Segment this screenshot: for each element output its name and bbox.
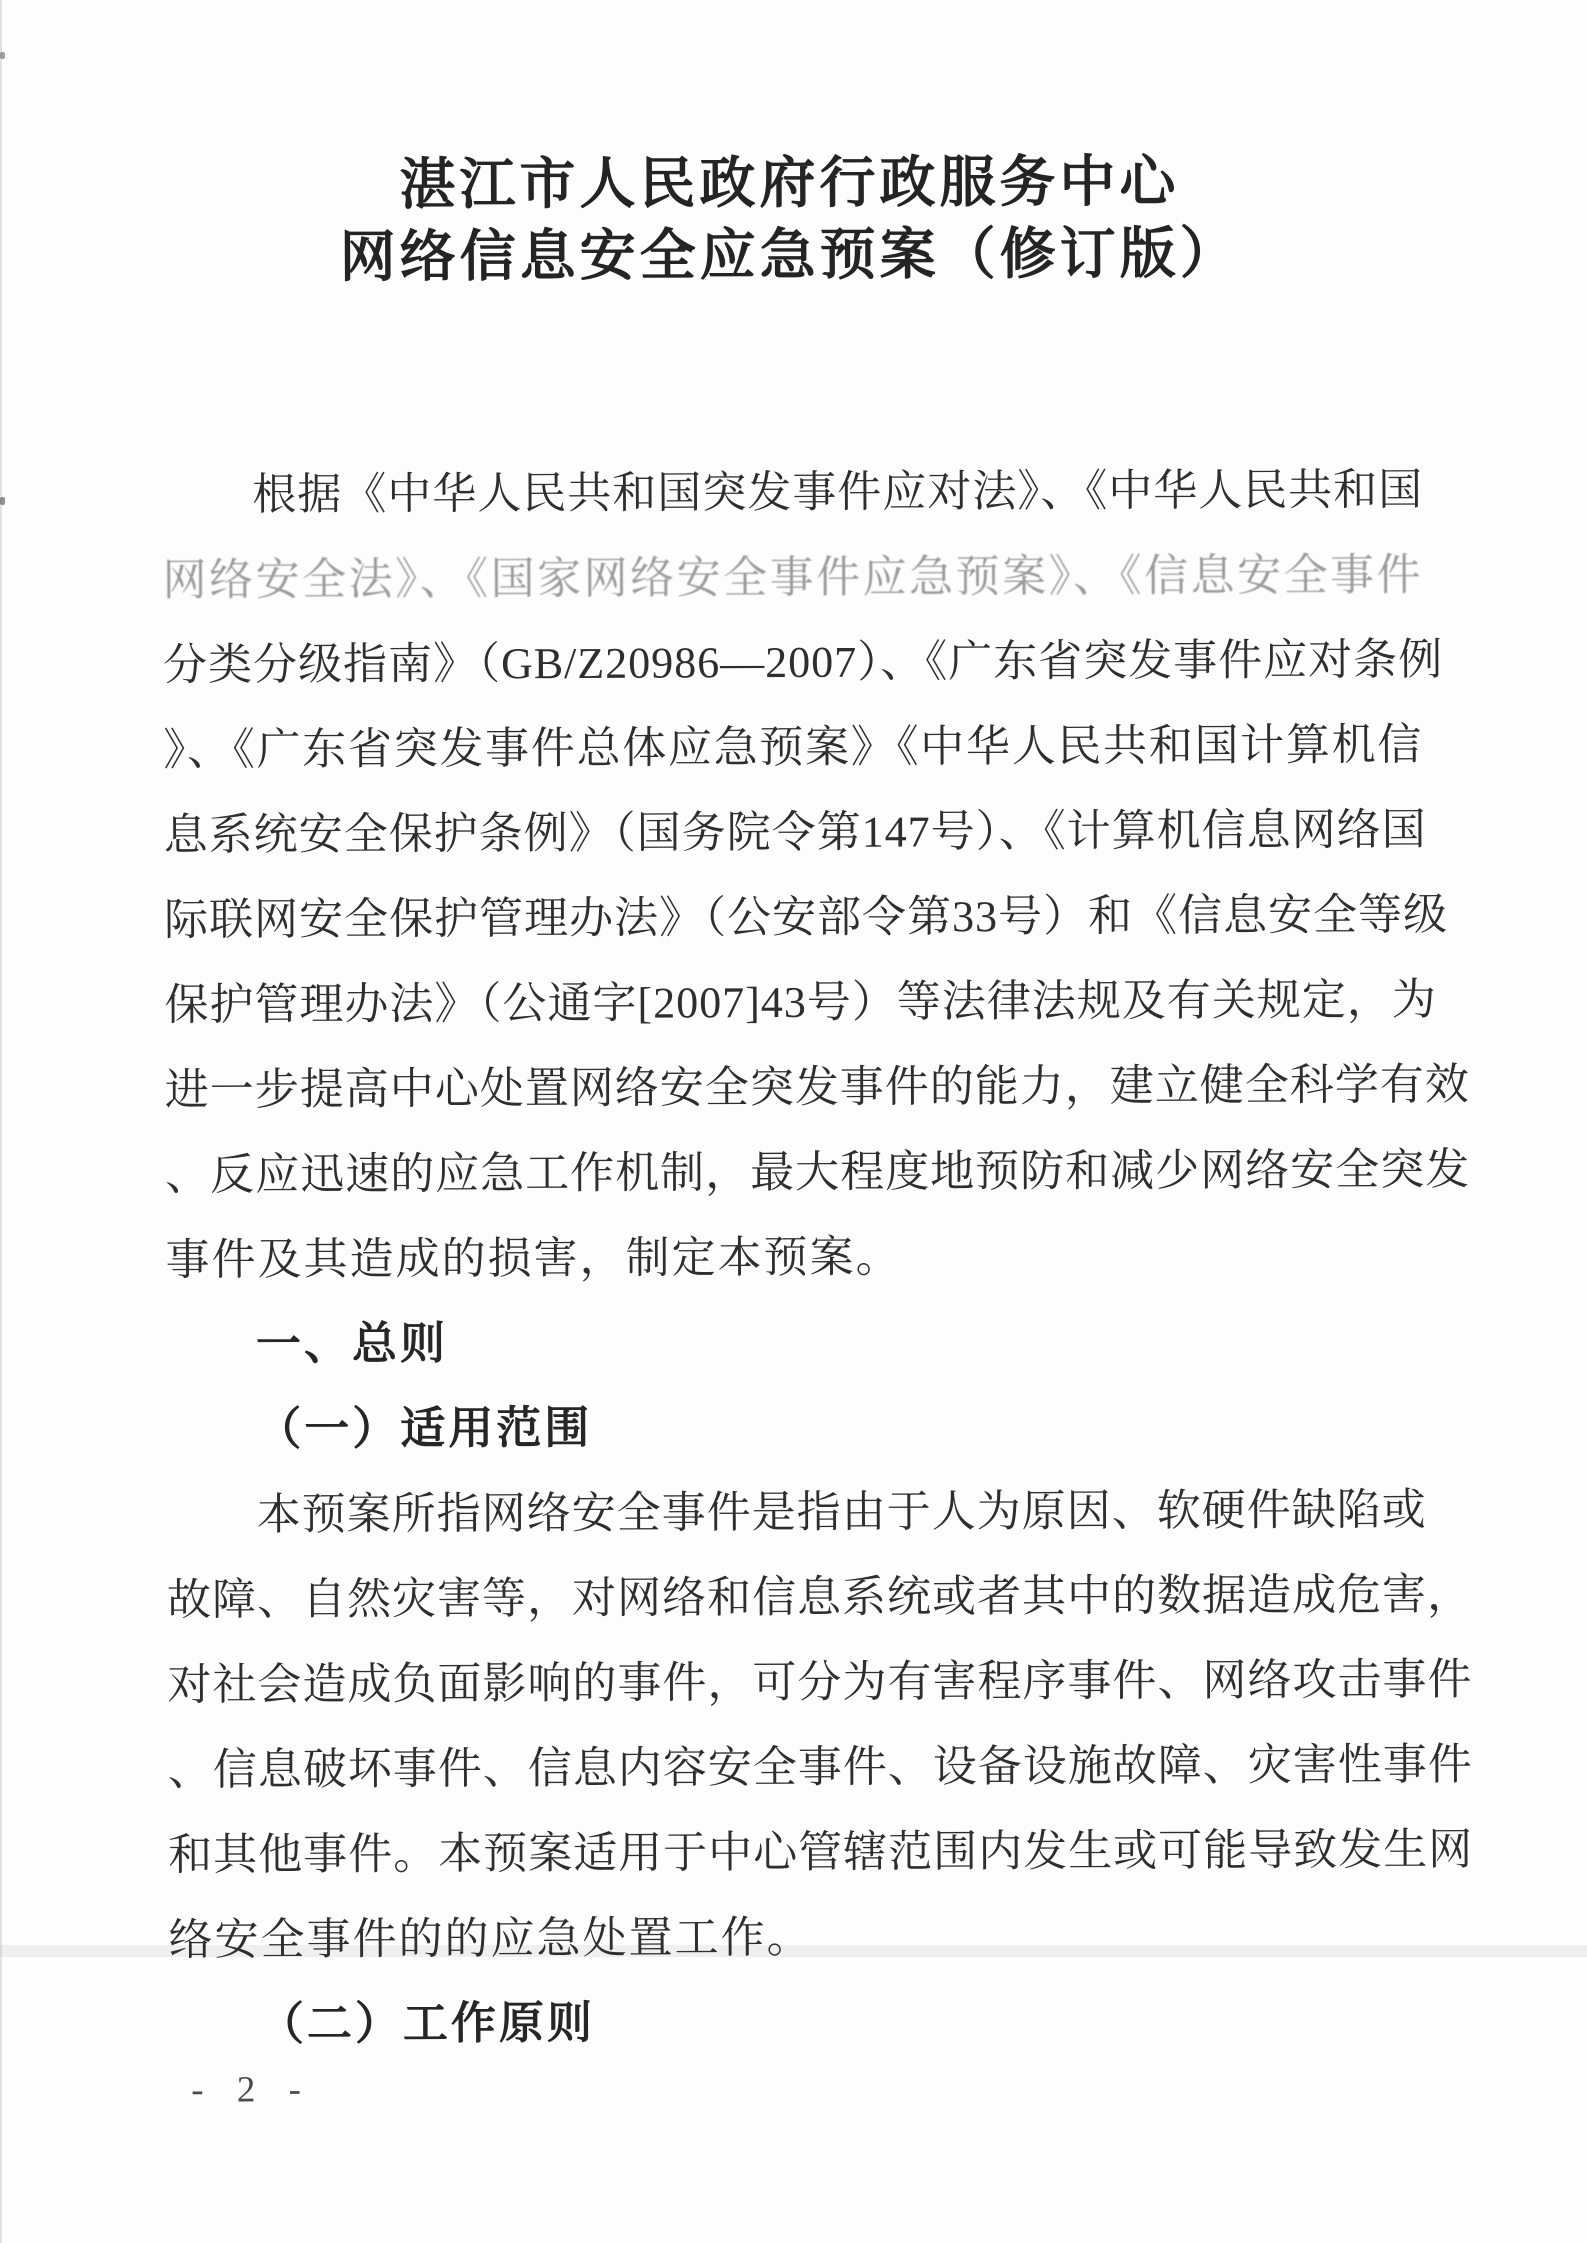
- paragraph-line: 根据《中华人民共和国突发事件应对法》、《中华人民共和国: [252, 465, 1424, 520]
- paragraph-line: 络安全事件的的应急处置工作。: [168, 1912, 813, 1965]
- subsection-heading-scope: （一）适用范围: [256, 1402, 593, 1455]
- title-line-2: 网络信息安全应急预案（修订版）: [339, 223, 1240, 289]
- document-title: [0, 145, 1583, 296]
- subsection-heading-work-principles: （二）工作原则: [258, 1997, 596, 2050]
- paragraph-line: 故障、自然灾害等，对网络和信息系统或者其中的数据造成危害，: [166, 1570, 1473, 1625]
- title-line-1: 湛江市人民政府行政服务中心: [399, 151, 1180, 217]
- paragraph-line: 、反应迅速的应急工作机制，最大程度地预防和减少网络安全突发: [165, 1145, 1471, 1200]
- page-number: - 2 -: [191, 2069, 313, 2111]
- paragraph-line: 分类分级指南》（GB/Z20986—2007）、《广东省突发事件应对条例: [162, 635, 1444, 690]
- paragraph-line: 进一步提高中心处置网络安全突发事件的能力，建立健全科学有效: [164, 1060, 1470, 1115]
- paragraph-line: 对社会造成负面影响的事件，可分为有害程序事件、网络攻击事件: [167, 1655, 1473, 1710]
- paragraph-line: 际联网安全保护管理办法》（公安部令第33号）和《信息安全等级: [164, 890, 1449, 945]
- paragraph-line: 、信息破坏事件、信息内容安全事件、设备设施故障、灾害性事件: [167, 1740, 1473, 1795]
- scope-paragraph: [166, 1467, 1474, 1982]
- paragraph-line: 息系统安全保护条例》（国务院令第147号）、《计算机信息网络国: [163, 805, 1427, 860]
- paragraph-line: 》、《广东省突发事件总体应急预案》《中华人民共和国计算机信: [163, 720, 1423, 775]
- paragraph-line-faded: 网络安全法》、《国家网络安全事件应急预案》、《信息安全事件: [162, 550, 1422, 605]
- intro-paragraph: [162, 447, 1471, 1302]
- section-heading-general-rules: 一、总则: [255, 1318, 449, 1370]
- paragraph-line: 和其他事件。本预案适用于中心管辖范围内发生或可能导致发生网: [168, 1825, 1474, 1880]
- paragraph-line: 保护管理办法》（公通字[2007]43号）等法律法规及有关规定，为: [164, 975, 1437, 1030]
- document-body: [0, 447, 1587, 2113]
- paragraph-line: 本预案所指网络安全事件是指由于人为原因、软硬件缺陷或: [256, 1485, 1427, 1540]
- paragraph-line: 事件及其造成的损害，制定本预案。: [165, 1232, 902, 1285]
